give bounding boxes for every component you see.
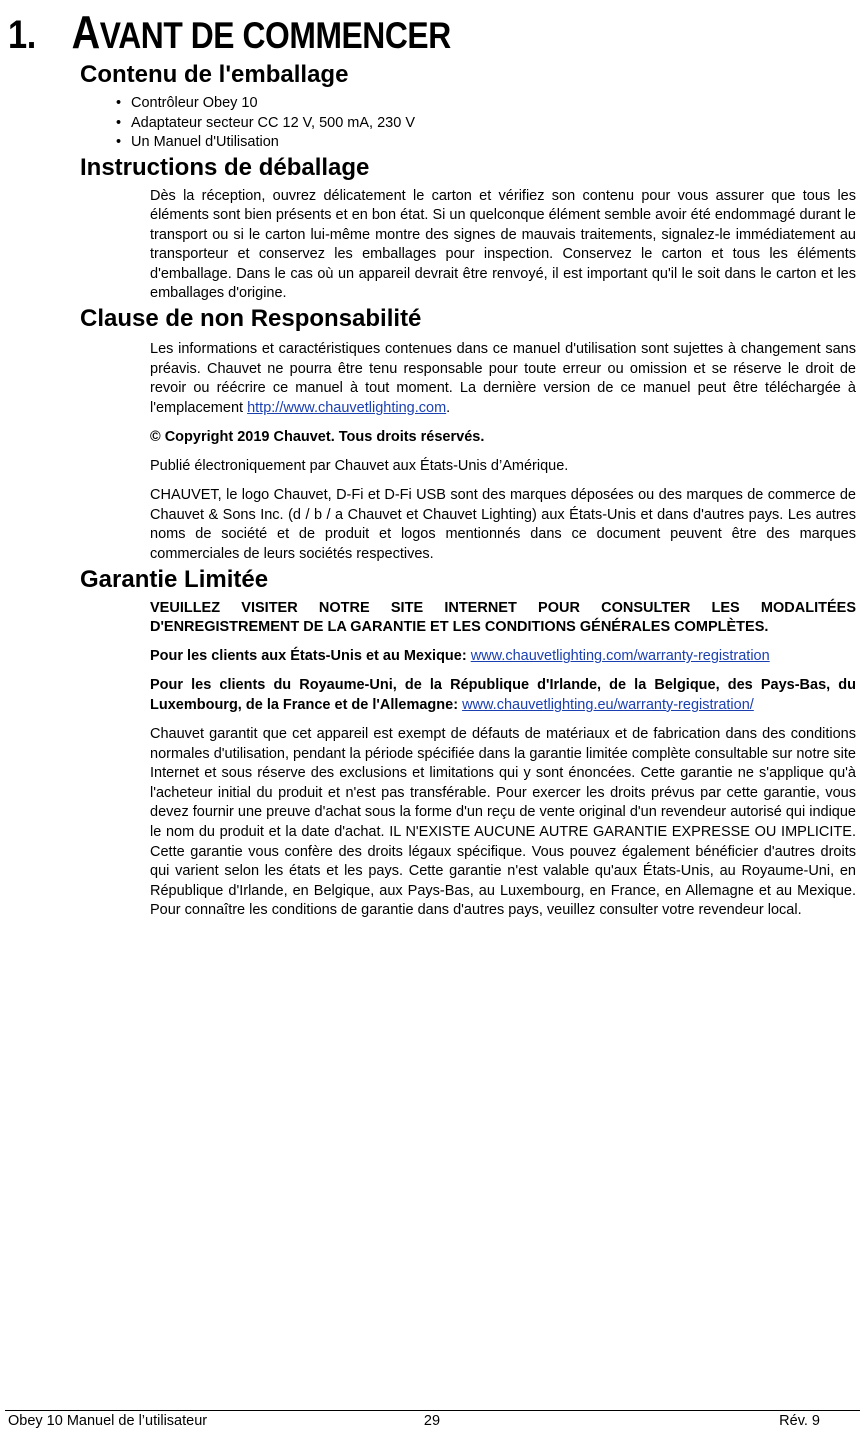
- footer-manual-title: Obey 10 Manuel de l’utilisateur: [8, 1413, 208, 1429]
- unpacking-section: [80, 153, 856, 305]
- warranty-notice: [150, 599, 856, 638]
- disclaimer-text: Les informations et caractéristiques contenues dans ce manuel d'utilisation sont sujettes à changement sans préavis. Chauvet ne pourra être tenu responsable pour toute erreur ou omission et se réserve le droit de revoir ou réécrire ce manuel à tout moment. La dernière version de ce manuel peut être téléchargée à l'emplacement: [150, 341, 856, 416]
- packaging-list: [80, 94, 856, 153]
- disclaimer-heading: Clause de non Responsabilité: [80, 305, 422, 333]
- unpacking-paragraph: Dès la réception, ouvrez délicatement le carton et vérifiez son contenu pour vous assurer que tous les éléments sont bien présents et en bon état. Si un quelconque élément semble avoir été endommagé durant le transport ou si le carton lui-même montre des signes de mauvais traitements, signalez-le immédiatement au transporteur et conservez les emballages pour inspection. Conservez le carton et tous les éléments d'emballage. Dans le cas où un appareil devrait être renvoyé, il est important qu'il le soit dans le carton et les emballages d'origine.: [150, 187, 856, 302]
- disclaimer-period: .: [446, 399, 451, 416]
- warranty-section: [80, 565, 856, 921]
- list-item: • Un Manuel d'Utilisation: [131, 133, 856, 153]
- packaging-section: [80, 60, 856, 153]
- warranty-notice-text: VEUILLEZ VISITER NOTRE SITE INTERNET POUR CONSULTER LES MODALITÉES D'ENREGISTREMENT DE LA GARANTIE ET LES CONDITIONS GÉNÉRALES COMPLÈTES.: [150, 599, 856, 636]
- chapter-title-rest: VANT DE COMMENCER: [99, 15, 451, 56]
- chapter-title-initial: A: [71, 6, 100, 58]
- footer-page-number: 29: [423, 1413, 441, 1429]
- copyright-notice: [150, 428, 856, 448]
- warranty-us-label: Pour les clients aux États-Unis et au Mexique:: [150, 648, 467, 665]
- footer-revision: Rév. 9: [779, 1413, 820, 1429]
- warranty-paragraph: Chauvet garantit que cet appareil est exempt de défauts de matériaux et de fabrication dans des conditions normales d'utilisation, pendant la période spécifiée dans la garantie limitée complète consultable sur notre site Internet et sous réserve des exclusions et limitations qui y sont énoncées. Cette garantie ne s'applique qu'à l'acheteur initial du produit et n'est pas transférable. Pour exercer les droits prévus par cette garantie, vous devez fournir une preuve d'achat sous la forme d'un reçu de vente original d'un revendeur autorisé qui indique le nom du produit et la date d'achat. IL N'EXISTE AUCUNE AUTRE GARANTIE EXPRESSE OU IMPLICITE. Cette garantie vous confère des droits légaux spécifique. Vous pouvez également bénéficier d'autres droits qui varient selon les états et les pays. Cette garantie n'est valable qu'aux États-Unis, au Royaume-Uni, en République d'Irlande, en Belgique, aux Pays-Bas, au Luxembourg, en France, en Allemagne et au Mexique. Pour connaître les conditions de garantie dans d'autres pays, veuillez consulter votre revendeur local.: [150, 725, 856, 919]
- warranty-us-line: [150, 647, 856, 667]
- warranty-heading: Garantie Limitée: [80, 565, 269, 593]
- list-item: • Adaptateur secteur CC 12 V, 500 mA, 230 V: [131, 114, 856, 134]
- packaging-heading: Contenu de l'emballage: [80, 61, 349, 88]
- disclaimer-paragraph: [150, 340, 856, 418]
- warranty-eu-link[interactable]: www.chauvetlighting.eu/warranty-registration/: [462, 696, 754, 713]
- list-item: • Contrôleur Obey 10: [131, 94, 856, 114]
- trademarks-paragraph: CHAUVET, le logo Chauvet, D-Fi et D-Fi USB sont des marques déposées ou des marques de commerce de Chauvet & Sons Inc. (d / b / a Chauvet et Chauvet Lighting) aux États-Unis et dans d'autres pays. Les autres noms de société et de produit et logos mentionnés dans ce document peuvent être des marques commerciales de leurs sociétés respectives.: [150, 487, 856, 562]
- disclaimer-section: [80, 304, 856, 564]
- chauvet-website-link[interactable]: http://www.chauvetlighting.com: [247, 399, 447, 416]
- footer-divider: [5, 1410, 860, 1411]
- warranty-eu-line: [150, 676, 856, 715]
- page-content: [80, 60, 856, 921]
- unpacking-heading: Instructions de déballage: [80, 153, 370, 181]
- warranty-us-link[interactable]: www.chauvetlighting.com/warranty-registration: [470, 648, 770, 665]
- warranty-eu-label: Pour les clients du Royaume-Uni, de la République d'Irlande, de la Belgique, des Pays-Bas, du Luxembourg, de la France et de l'Allemagne:: [150, 677, 856, 713]
- copyright-text: © Copyright 2019 Chauvet. Tous droits réservés.: [150, 428, 485, 445]
- chapter-title: [8, 6, 451, 62]
- published-notice: Publié électroniquement par Chauvet aux États-Unis d’Amérique.: [150, 458, 569, 475]
- chapter-number: 1.: [8, 13, 36, 57]
